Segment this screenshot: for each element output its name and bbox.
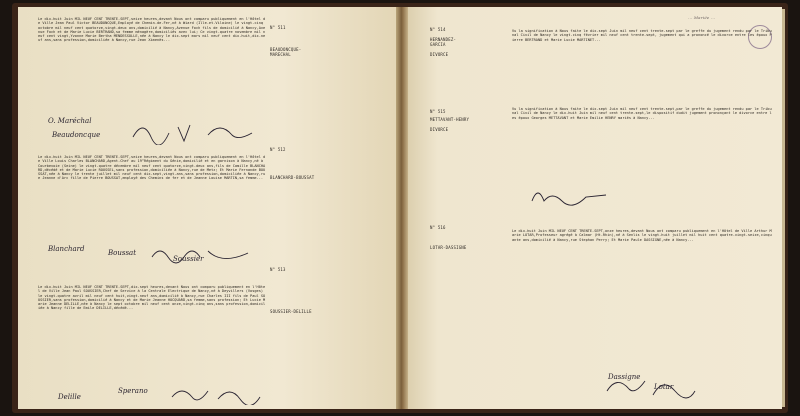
signature-scribbles — [603, 371, 703, 401]
entry-names-514: HERNANDEZ- GARCIA DIVORCE — [430, 37, 457, 57]
pencil-annotation: ... Mariée ... — [688, 15, 716, 20]
signature: Dassigne — [608, 373, 641, 381]
signature: Boussat — [108, 249, 137, 257]
entry-names-516: LOTAR-DASSIGNE — [430, 245, 467, 250]
signature-scribbles — [148, 243, 258, 265]
divorce-record-514: Vu la signification à Nous faite le dix-sept Juin mil neuf cent trente-sept par le greffe du jugement rendu par le Tribunal Civil de Nancy le vingt-cinq février mil neuf cent trente-sept, jugement qui a prononcé le divorce entre les époux Pierre BERTRAND et Marie Lucie MARTINET... — [512, 29, 772, 42]
book-gutter — [396, 7, 408, 409]
entry-number-515: N° 515 — [430, 109, 446, 114]
left-page — [18, 7, 396, 409]
right-page — [408, 7, 782, 409]
signature-scribbles — [128, 117, 258, 145]
divorce-record-515: Vu la signification à Nous faite le dix-sept Juin mil neuf cent trente-sept,par le greffe du jugement rendu par le Tribunal Civil de Nancy le dix-huit Juin mil neuf cent trente-sept,le dispositif dudit jugement prononçant le divorce entre les époux Georges METTAVANT et Marie Emilie HENRY mariés à Nancy... — [512, 107, 772, 120]
book-spread — [12, 3, 788, 413]
signature-scribbles — [168, 383, 268, 405]
signature: Beaudoncque — [52, 131, 101, 139]
entry-names-515: METTAVANT-HENRY DIVORCE — [430, 117, 470, 132]
signature: O. Maréchal — [48, 117, 92, 125]
signature: Sperano — [118, 387, 148, 395]
entry-number-512: N° 512 — [270, 147, 286, 152]
signature-scribbles — [528, 183, 618, 207]
entry-names-512: BLANCHARD-BOUSSAT — [270, 175, 315, 180]
entry-names-513: SOUSSIER-DELILLE — [270, 309, 312, 314]
page-edge — [782, 9, 785, 407]
entry-number-513: N° 513 — [270, 267, 286, 272]
entry-names-511: BEAUDONCQUE- MARECHAL — [270, 47, 302, 57]
signature: Lotar — [654, 383, 674, 391]
signature: Blanchard — [48, 245, 85, 253]
entry-number-514: N° 514 — [430, 27, 446, 32]
signature: Delille — [58, 393, 81, 401]
entry-number-511: N° 511 — [270, 25, 286, 30]
entry-number-516: N° 516 — [430, 225, 446, 230]
marriage-record-511: Le dix-huit Juin MIL NEUF CENT TRENTE-SEPT,seize heures,devant Nous ont comparu publiquement en l'Hôtel de Ville Jean Paul Victor BEAUDONCQUE,Employé de Chemin-de-Fer,né à Wiard (Ille-et-Vilaine) le vingt-cinq octobre mil neuf cent quatorze,vingt-deux ans,domicilié à Nancy,Avenue Foch fils de domicilié à Nancy,Avenue Foch et de Marie Lucie BERTRAND,sa femme ménagère,domiciliés avec lui; Ce vingt-quatre novembre mil neuf cent vingt,Yvonne Marie Bertha MENDESSOLLE,née à Nancy le dix-sept mars mil neuf cent dix-huit,dix-neuf ans,sans profession,domiciliée à Nancy,rue Jean Ximenès... — [38, 17, 266, 43]
marriage-record-513: Le dix-huit Juin MIL NEUF CENT TRENTE-SEPT,dix-sept heures,devant Nous ont comparu publiquement en l'Hôtel de Ville Jean Paul SOUSSIER,Chef de Service à la Centrale Electrique de Nancy,né à Deyvillers (Vosges) le vingt-quatre avril mil neuf cent huit,vingt-neuf ans,domicilié à Nancy,rue Charles III fils de Paul SOUSSIER,sans profession,domicilié à Nancy et de Marie Jeanne HOCQUARD,sa femme,sans profession; Et Lucie Marie Jeanne DELILLE,née à Nancy le sept octobre mil neuf cent onze,vingt-cinq ans,sans profession,domiciliée à Nancy fille de Emile DELILLE,décédé... — [38, 285, 266, 311]
marriage-record-516: Le dix-huit Juin MIL NEUF CENT TRENTE-SEPT,onze heures,devant Nous ont comparu publiquement en l'Hôtel de Ville Arthur Marie LOTAR,Professeur agrégé à Calmar (Ht-Rhin),né à Senlis le vingt-huit juillet mil huit cent quatre-vingt-seize,cinquante ans,domicilié à Nancy,rue Stephan Perry; Et Marie Paule DASSIGNE,née à Nancy... — [512, 229, 772, 242]
signature: Soussier — [173, 255, 204, 263]
marriage-record-512: Le dix-huit Juin MIL NEUF CENT TRENTE-SEPT,seize heures,devant Nous ont comparu publiquement en l'Hôtel de Ville Louis Charles BLANCHARD,Agent-Chef au 19°Régiment du Génie,domicilié et en garnison à Nancy,né à Courbevoie (Seine) le vingt-quatre décembre mil neuf cent quatorze,vingt-deux ans,fils de Camille BLANCHARD,décédé et de Marie Lucie ROUSSEL,sans profession,domiciliée à Nancy,rue de Metz; Et Marie Fernande BOUSSAT,née à Nancy le trente juillet mil neuf cent dix-sept,vingt-ans,sans profession,domiciliée à Nancy,rue Jeanne d'Arc fille de Pierre BOUSSAT,employé des Chemins de fer et de Jeanne Louise MARTIN,sa femme... — [38, 155, 266, 181]
